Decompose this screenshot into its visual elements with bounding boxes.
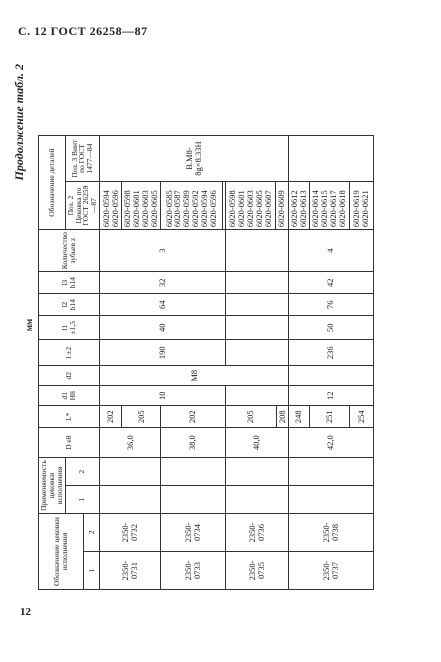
- table-cell: В.М8-8g×8.33Н: [100, 136, 289, 182]
- detail-code: 6020-0607: [262, 190, 273, 228]
- table-cell: 2350-0736: [225, 514, 288, 552]
- header-pos3: Поз. 3 Винт по ГОСТ 1477—84: [65, 136, 100, 182]
- detail-code: 6020-0603: [244, 190, 255, 228]
- detail-code: 6020-0598: [227, 190, 237, 228]
- table-cell: [225, 182, 275, 230]
- header-z: Количество зубьев z: [39, 230, 100, 272]
- table-cell: 32: [100, 272, 226, 294]
- table-cell: 2350-0735: [225, 552, 288, 590]
- page-number: 12: [20, 606, 31, 618]
- header-applicability: Применяемость цековки исполнения: [39, 458, 66, 514]
- table-cell: [225, 340, 288, 366]
- table-cell: 2350-0731: [100, 552, 161, 590]
- detail-code: 6020-0603: [139, 190, 150, 228]
- detail-code: 6020-0587: [172, 190, 183, 228]
- detail-code: 6020-0592: [190, 190, 201, 228]
- header-pos2: Поз. 2 Цековка по ГОСТ 26259—87: [65, 182, 100, 230]
- detail-code: 6020-0605: [148, 190, 159, 228]
- header-app-2: 2: [65, 458, 100, 486]
- detail-code: 6020-0589: [181, 190, 192, 228]
- table-cell: [160, 458, 225, 486]
- detail-code: 6020-0621: [360, 190, 371, 228]
- table-cell: [225, 316, 288, 340]
- table-cell: 202: [160, 406, 225, 428]
- table-cell: 10: [100, 386, 226, 406]
- table-cell: [225, 294, 288, 316]
- table-cell: 2350-0734: [160, 514, 225, 552]
- table-cell: [225, 230, 288, 272]
- table-cell: 38,0: [160, 428, 225, 458]
- table-cell: [288, 486, 373, 514]
- header-l3: l3 h14: [39, 272, 100, 294]
- rotated-table-block: [12, 60, 418, 590]
- unit-label: мм: [24, 318, 34, 332]
- table-cell: [225, 458, 288, 486]
- table-cell: 2350-0738: [288, 514, 373, 552]
- detail-code: 6020-0594: [100, 190, 111, 228]
- table-cell: 2350-0733: [160, 552, 225, 590]
- table-cell: 42,0: [288, 428, 373, 458]
- table-cell: 76: [288, 294, 373, 316]
- detail-code: 6020-0596: [109, 190, 120, 228]
- detail-code: 6020-0601: [235, 190, 246, 228]
- detail-code: 6020-0609: [276, 190, 287, 228]
- table-cell: [160, 182, 222, 230]
- table-cell: 40,0: [225, 428, 288, 458]
- detail-code: 6020-0612: [288, 190, 299, 228]
- table-cell: 50: [288, 316, 373, 340]
- table-cell: 236: [288, 340, 373, 366]
- table-cell: [225, 486, 288, 514]
- table-cell: [349, 182, 373, 230]
- detail-code: 6020-0619: [351, 190, 362, 228]
- table-cell: 64: [100, 294, 226, 316]
- table-cell: 205: [122, 406, 161, 428]
- table-cell: 208: [276, 406, 288, 428]
- table-cell: 190: [100, 340, 226, 366]
- header-d2: d2: [39, 366, 100, 386]
- table-cell: 251: [309, 406, 349, 428]
- header-designation: Обозначение цековки исполнения: [39, 514, 84, 590]
- table-cell: [160, 486, 225, 514]
- header-app-1: 1: [65, 486, 100, 514]
- detail-code: 6020-0614: [310, 190, 321, 228]
- header-D: D e8: [39, 428, 100, 458]
- table-title: Продолжение табл. 2: [12, 64, 26, 181]
- parameters-table: [38, 135, 374, 590]
- detail-code: 6020-0605: [253, 190, 264, 228]
- table-cell: 42: [288, 272, 373, 294]
- table-cell: [122, 182, 161, 230]
- detail-code: 6020-0618: [337, 190, 348, 228]
- header-L: L*: [39, 406, 100, 428]
- header-details: Обозначение деталей: [39, 136, 66, 230]
- table-cell: [225, 272, 288, 294]
- table-cell: [288, 458, 373, 486]
- page-header: С. 12 ГОСТ 26258—87: [18, 24, 148, 38]
- detail-code: 6020-0601: [131, 190, 142, 228]
- table-cell: [288, 182, 309, 230]
- header-l2: l2 h14: [39, 294, 100, 316]
- table-cell: 254: [349, 406, 373, 428]
- table-cell: 3: [100, 230, 226, 272]
- table-cell: [100, 182, 122, 230]
- detail-code: 6020-0613: [297, 190, 308, 228]
- header-col-2: 2: [84, 514, 100, 552]
- table-cell: [288, 366, 373, 386]
- table-cell: 4: [288, 230, 373, 272]
- table-cell: 36,0: [100, 428, 161, 458]
- table-cell: [100, 486, 161, 514]
- table-cell: 202: [100, 406, 122, 428]
- table-cell: 2350-0732: [100, 514, 161, 552]
- table-cell: [275, 182, 288, 230]
- table-cell: 2350-0737: [288, 552, 373, 590]
- table-cell: 40: [100, 316, 226, 340]
- detail-code: 6020-0585: [163, 190, 174, 228]
- table-cell: [288, 136, 373, 182]
- table-cell: 205: [225, 406, 276, 428]
- header-l: l ±2: [39, 340, 100, 366]
- detail-code: 6020-0617: [328, 190, 339, 228]
- detail-code: 6020-0615: [319, 190, 330, 228]
- header-d1: d1 H8: [39, 386, 100, 406]
- detail-code: 6020-0594: [199, 190, 210, 228]
- header-l1: l1 ±1,5: [39, 316, 100, 340]
- table-cell: [100, 458, 161, 486]
- table-cell: 248: [288, 406, 309, 428]
- detail-code: 6020-0598: [122, 190, 133, 228]
- header-col-1: 1: [84, 552, 100, 590]
- table-cell: M8: [100, 366, 289, 386]
- table-cell: [309, 182, 349, 230]
- table-cell: [225, 386, 288, 406]
- detail-code: 6020-0596: [208, 190, 219, 228]
- table-cell: 12: [288, 386, 373, 406]
